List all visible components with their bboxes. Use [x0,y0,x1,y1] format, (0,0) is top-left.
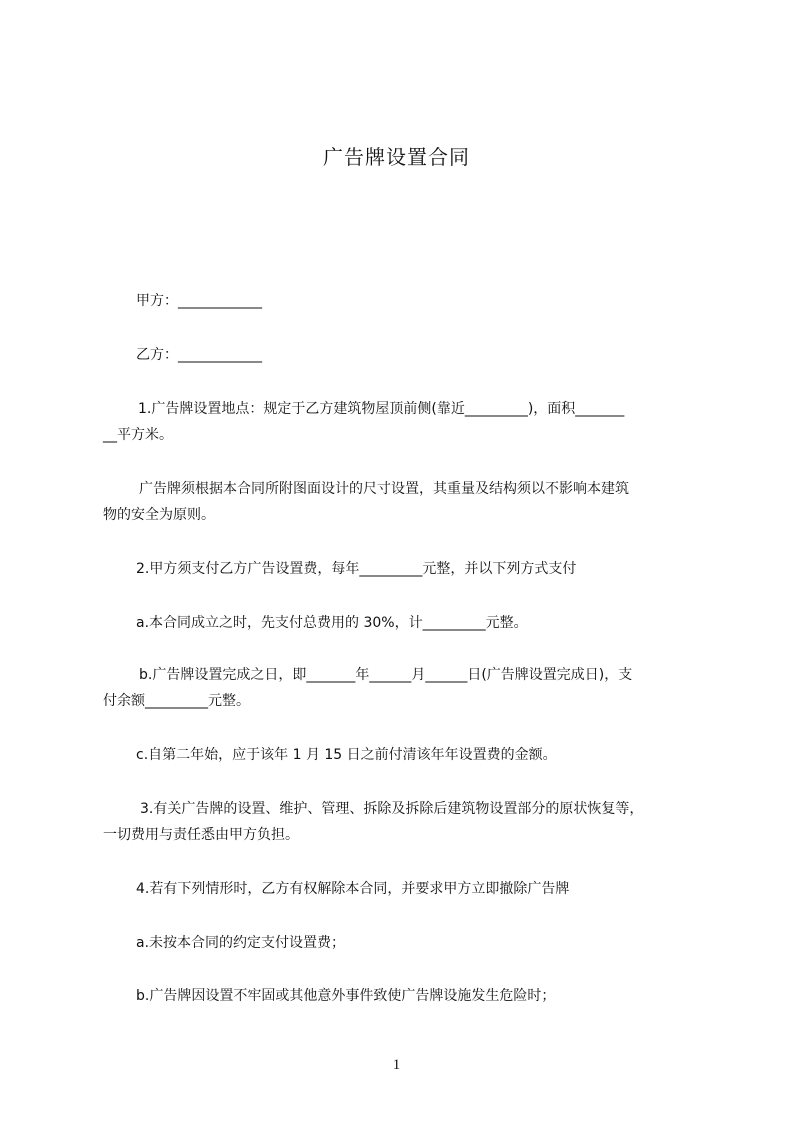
clause-3-line-2: 一切费用与责任悉由甲方负担。 [103,827,299,843]
clause-4: 4.若有下列情形时，乙方有权解除本合同，并要求甲方立即撤除广告牌 [136,881,570,897]
clause-1b-line-2: 物的安全为原则。 [103,507,215,523]
party-b-line: 乙方：____________ [136,347,262,363]
clause-2: 2.甲方须支付乙方广告设置费，每年_________元整，并以下列方式支付 [136,561,577,577]
clause-3-line-1: 3.有关广告牌的设置、维护、管理、拆除及拆除后建筑物设置部分的原状恢复等， [140,801,644,817]
clause-1-line-1: 1.广告牌设置地点：规定于乙方建筑物屋顶前侧(靠近_________)，面积_______ [138,401,625,417]
clause-4b: b.广告牌因设置不牢固或其他意外事件致使广告牌设施发生危险时； [136,988,556,1004]
clause-1-line-2: __平方米。 [103,427,173,443]
party-a-line: 甲方：____________ [136,293,262,309]
clause-4a: a.未按本合同的约定支付设置费； [136,935,346,951]
clause-2c: c.自第二年始，应于该年 1 月 15 日之前付清该年年设置费的金额。 [136,747,557,763]
clause-1b-line-1: 广告牌须根据本合同所附图面设计的尺寸设置，其重量及结构须以不影响本建筑 [139,481,629,497]
page-number: 1 [392,1057,401,1073]
page-title: 广告牌设置合同 [323,145,470,169]
clause-2b-line-1: b.广告牌设置完成之日，即_______年______月______日(广告牌设置完成日)，支 [139,667,633,683]
clause-2b-line-2: 付余额_________元整。 [103,693,250,709]
clause-2a: a.本合同成立之时，先支付总费用的 30%，计_________元整。 [136,615,528,631]
